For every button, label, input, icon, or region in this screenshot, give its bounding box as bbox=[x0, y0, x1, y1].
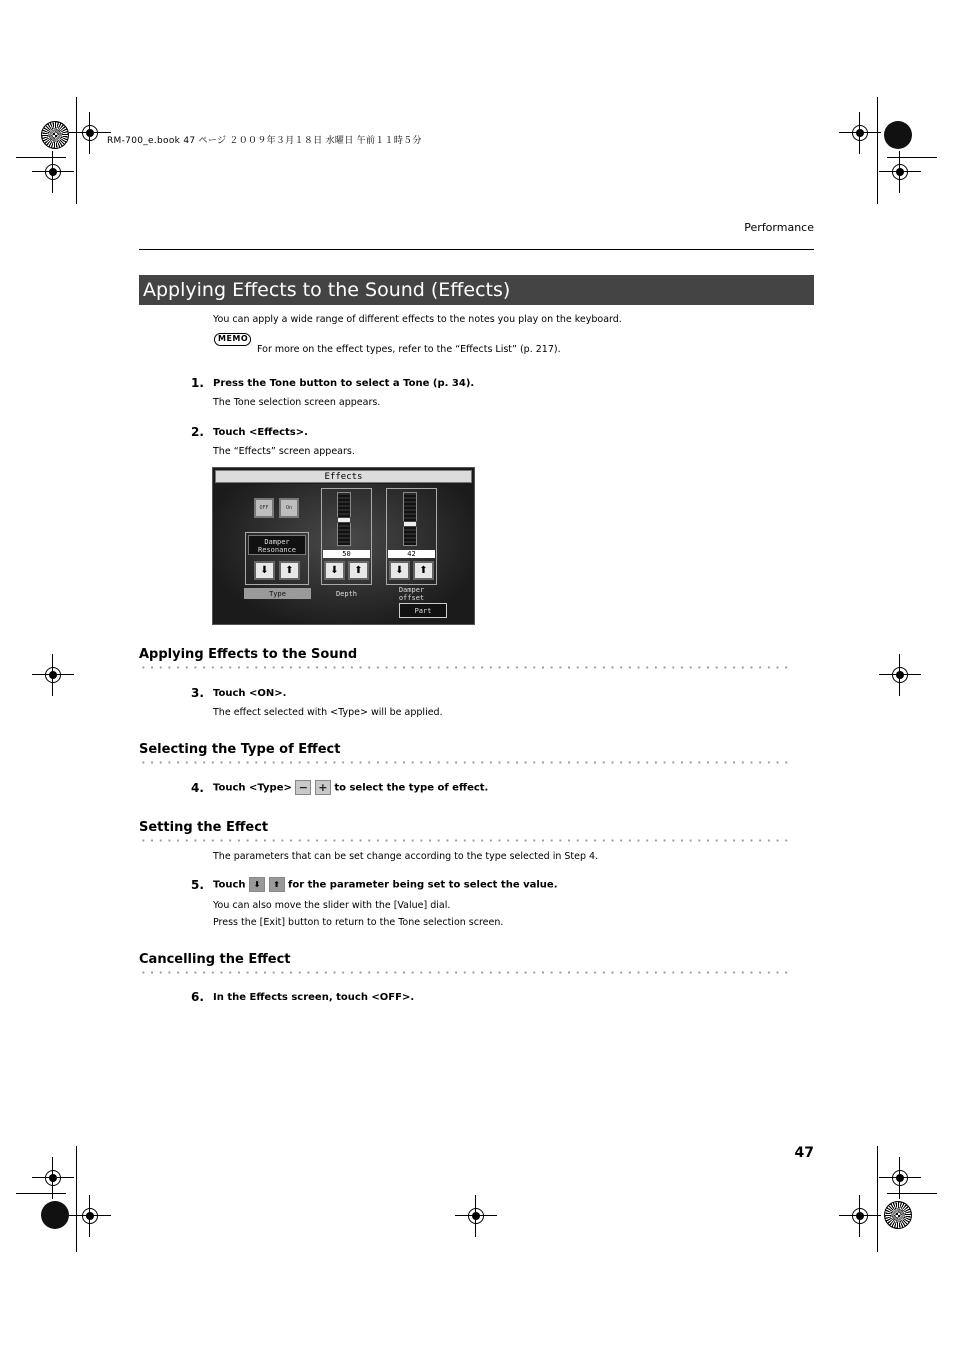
step-number: 3. bbox=[191, 686, 204, 700]
crop-line bbox=[877, 97, 878, 204]
step-text-part: Touch <Type> bbox=[213, 782, 292, 794]
memo-text: For more on the effect types, refer to the “Effects List” (p. 217). bbox=[257, 344, 561, 355]
step-number: 1. bbox=[191, 376, 204, 390]
running-head: Performance bbox=[744, 221, 814, 234]
type-value-line-1: Damper bbox=[264, 538, 290, 546]
type-up-arrow-icon: ⬆ bbox=[279, 561, 300, 580]
dotted-divider bbox=[139, 666, 791, 669]
off-button: OFF bbox=[254, 498, 274, 518]
section-heading-selecting: Selecting the Type of Effect bbox=[139, 742, 341, 757]
crosshair-mark bbox=[42, 1167, 64, 1189]
crosshair-mark bbox=[889, 161, 911, 183]
step-number: 4. bbox=[191, 781, 204, 795]
damper-up-arrow-icon: ⬆ bbox=[413, 561, 434, 580]
step-number: 5. bbox=[191, 878, 204, 892]
crosshair-mark bbox=[889, 664, 911, 686]
crop-line bbox=[76, 97, 77, 204]
minus-icon: − bbox=[295, 780, 311, 795]
step-text-part: for the parameter being set to select the value. bbox=[287, 879, 558, 891]
damper-label-line-1: Damper bbox=[398, 586, 425, 594]
depth-slider-thumb bbox=[337, 517, 351, 523]
crop-line bbox=[76, 1146, 77, 1252]
damper-slider-thumb bbox=[403, 521, 417, 527]
step-text bbox=[213, 780, 488, 795]
type-label: Type bbox=[269, 590, 286, 598]
crop-line bbox=[877, 1146, 878, 1252]
step-note: You can also move the slider with the [Value] dial. bbox=[213, 900, 451, 911]
section-intro: The parameters that can be set change according to the type selected in Step 4. bbox=[213, 851, 599, 862]
step-text: Press the Tone button to select a Tone (p. 34). bbox=[213, 378, 475, 389]
page-number: 47 bbox=[794, 1145, 814, 1161]
section-heading-applying: Applying Effects to the Sound bbox=[139, 647, 358, 662]
damper-down-arrow-icon: ⬇ bbox=[389, 561, 410, 580]
book-info-line: RM-700_e.book 47 ページ ２００９年３月１８日 水曜日 午前１１時５分 bbox=[107, 136, 422, 146]
part-label: Part bbox=[414, 607, 432, 615]
step-note: The “Effects” screen appears. bbox=[213, 446, 355, 457]
crosshair-mark bbox=[42, 664, 64, 686]
crop-line bbox=[16, 1193, 66, 1194]
section-heading-setting: Setting the Effect bbox=[139, 820, 269, 835]
crosshair-mark bbox=[79, 122, 101, 144]
down-arrow-icon: ⬇ bbox=[249, 877, 265, 892]
step-number: 2. bbox=[191, 425, 204, 439]
step-text-part: to select the type of effect. bbox=[334, 782, 489, 794]
depth-down-arrow-icon: ⬇ bbox=[324, 561, 345, 580]
damper-label-line-2: offset bbox=[398, 594, 425, 602]
registration-star-mark bbox=[884, 1201, 912, 1229]
dotted-divider bbox=[139, 839, 791, 842]
registration-star-mark bbox=[41, 121, 69, 149]
step-note: The Tone selection screen appears. bbox=[213, 397, 381, 408]
plus-icon: + bbox=[315, 780, 331, 795]
crop-line bbox=[16, 157, 66, 158]
damper-slider bbox=[403, 492, 417, 546]
memo-badge: MEMO bbox=[214, 333, 251, 346]
step-text-part: Touch bbox=[213, 879, 246, 891]
depth-slider bbox=[337, 492, 351, 546]
crosshair-mark bbox=[465, 1205, 487, 1227]
header-rule bbox=[139, 249, 814, 250]
step-text: In the Effects screen, touch <OFF>. bbox=[213, 992, 415, 1003]
depth-value: 50 bbox=[323, 550, 370, 558]
section-heading-cancelling: Cancelling the Effect bbox=[139, 952, 291, 967]
dotted-divider bbox=[139, 761, 791, 764]
step-text bbox=[213, 877, 558, 892]
crosshair-mark bbox=[42, 161, 64, 183]
step-number: 6. bbox=[191, 990, 204, 1004]
step-note: Press the [Exit] button to return to the Tone selection screen. bbox=[213, 917, 504, 928]
step-text: Touch <ON>. bbox=[213, 688, 287, 699]
crosshair-mark bbox=[849, 122, 871, 144]
crosshair-mark bbox=[889, 1167, 911, 1189]
registration-black-mark bbox=[41, 1201, 69, 1229]
dotted-divider bbox=[139, 971, 791, 974]
crop-line bbox=[887, 1193, 937, 1194]
crop-line bbox=[887, 157, 937, 158]
up-arrow-icon: ⬆ bbox=[269, 877, 285, 892]
crosshair-mark bbox=[849, 1205, 871, 1227]
registration-black-mark bbox=[884, 121, 912, 149]
screen-title: Effects bbox=[215, 470, 472, 483]
page-title: Applying Effects to the Sound (Effects) bbox=[139, 275, 814, 305]
intro-text: You can apply a wide range of different effects to the notes you play on the keyboard. bbox=[213, 314, 622, 325]
screen-body bbox=[213, 484, 475, 625]
on-button: On bbox=[279, 498, 299, 518]
step-text: Touch <Effects>. bbox=[213, 427, 308, 438]
type-value-line-2: Resonance bbox=[258, 546, 296, 554]
step-note: The effect selected with <Type> will be applied. bbox=[213, 707, 443, 718]
depth-label: Depth bbox=[335, 590, 358, 598]
crosshair-mark bbox=[79, 1205, 101, 1227]
damper-value: 42 bbox=[388, 550, 435, 558]
type-down-arrow-icon: ⬇ bbox=[254, 561, 275, 580]
depth-up-arrow-icon: ⬆ bbox=[348, 561, 369, 580]
effects-screen-illustration bbox=[212, 467, 475, 625]
